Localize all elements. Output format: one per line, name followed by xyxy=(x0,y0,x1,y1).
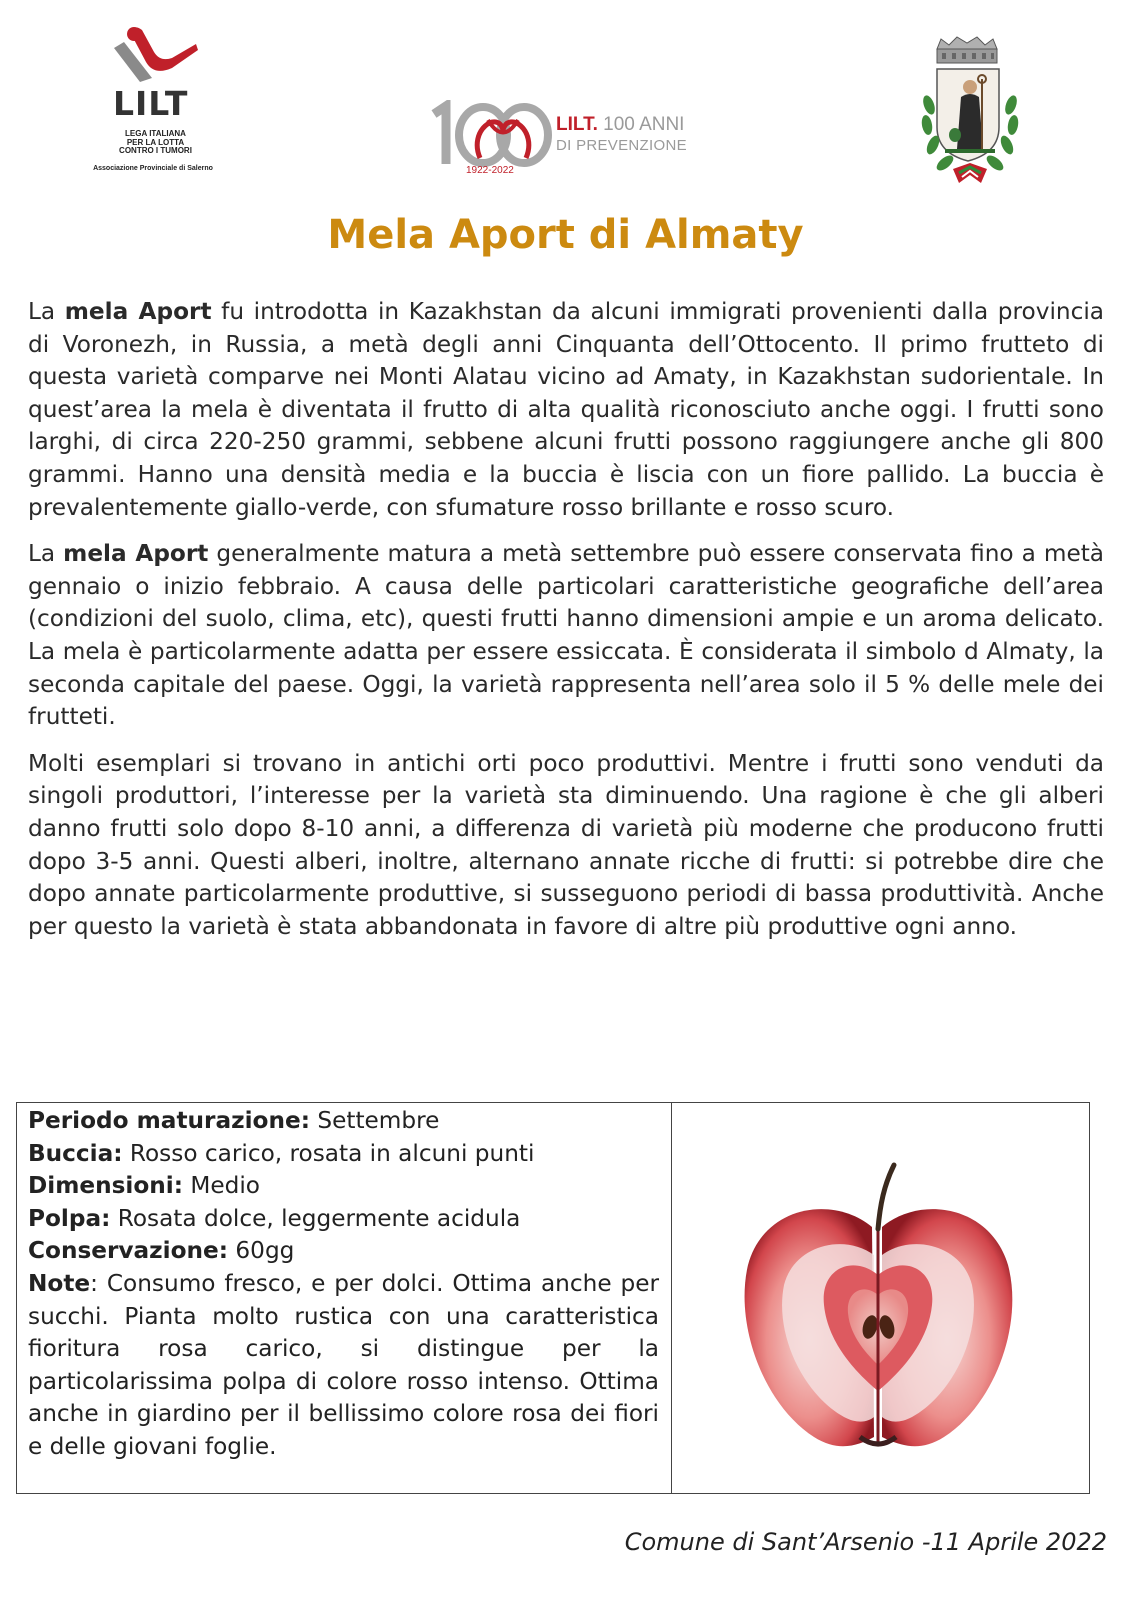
page-title: Mela Aport di Almaty xyxy=(327,212,804,258)
lilt-mark-icon xyxy=(110,22,200,88)
paragraph-2: La mela Aport generalmente matura a metà settembre può essere conservata fino a metà gennaio o inizio febbraio. A causa delle particolari caratteristiche geografiche dell’area (condizioni del suolo, clima, etc), questi frutti hanno dimensioni ampie e un aroma delicato. La mela è particolarmente adatta per essere essiccata. È considerata il simbolo d Almaty, la seconda capitale del paese. Oggi, la varietà rappresenta nell’area solo il 5 % delle mele dei frutteti. xyxy=(28,540,1105,731)
lilt-logo xyxy=(88,22,218,172)
info-row-polpa: Polpa: Rosata dolce, leggermente acidula xyxy=(28,1204,521,1232)
apple-cross-section-image xyxy=(734,1155,1024,1455)
variety-info-table xyxy=(16,1102,1090,1494)
info-row-buccia: Buccia: Rosso carico, rosata in alcuni punti xyxy=(28,1139,535,1167)
anniversary-logo xyxy=(428,100,698,180)
article-body xyxy=(28,296,1104,957)
centenary-100-icon xyxy=(428,100,553,170)
apple-image-cell xyxy=(672,1103,1089,1493)
info-row-dimensioni: Dimensioni: Medio xyxy=(28,1172,260,1200)
variety-info-text xyxy=(17,1103,672,1493)
lilt-subtitle: LEGA ITALIANA PER LA LOTTA CONTRO I TUMORI xyxy=(119,129,192,155)
info-row-maturazione: Periodo maturazione: Settembre xyxy=(28,1107,440,1134)
paragraph-1: La mela Aport fu introdotta in Kazakhstan da alcuni immigrati provenienti dalla provincia di Voronezh, in Russia, a metà degli anni Cinquanta dell’Ottocento. Il primo frutteto di questa varietà comparve nei Monti Alatau vicino ad Amaty, in Kazakhstan sudorientale. In quest’area la mela è diventata il frutto di alta qualità riconosciuto anche oggi. I frutti sono larghi, di circa 220-250 grammi, sebbene alcuni frutti possono raggiungere anche gli 800 grammi. Hanno una densità media e la buccia è liscia con un fiore pallido. La buccia è prevalentemente giallo-verde, con sfumature rosso brillante e rosso scuro. xyxy=(28,298,1104,521)
anniversary-line2: DI PREVENZIONE xyxy=(556,137,687,154)
footer-signature: Comune di Sant’Arsenio -11 Aprile 2022 xyxy=(624,1528,1107,1556)
anniversary-years: 1922-2022 xyxy=(466,165,514,176)
lilt-wordmark: LILT xyxy=(113,84,189,123)
anniversary-line1: LILT. 100 ANNI xyxy=(556,114,685,135)
info-note: Note: Consumo fresco, e per dolci. Ottima anche per succhi. Pianta molto rustica con una caratteristica fioritura rosa carico, si distingue per la particolarissima polpa di colore rosso intenso. Ottima anche in giardino per il bellissimo colore rosa dei fiori e delle giovani foglie. xyxy=(28,1269,659,1460)
lilt-association: Associazione Provinciale di Salerno xyxy=(93,165,213,172)
municipal-crest-icon xyxy=(915,35,1040,187)
info-row-conservazione: Conservazione: 60gg xyxy=(28,1237,295,1265)
paragraph-3: Molti esemplari si trovano in antichi orti poco produttivi. Mentre i frutti sono venduti da singoli produttori, l’interesse per la varietà sta diminuendo. Una ragione è che gli alberi danno frutti solo dopo 8-10 anni, a differenza di varietà più moderne che producono frutti dopo 3-5 anni. Questi alberi, inoltre, alternano annate ricche di frutti: si potrebbe dire che dopo annate particolarmente produttive, si susseguono periodi di bassa produttività. Anche per questo la varietà è stata abbandonata in favore di altre più produttive ogni anno. xyxy=(28,749,1104,940)
